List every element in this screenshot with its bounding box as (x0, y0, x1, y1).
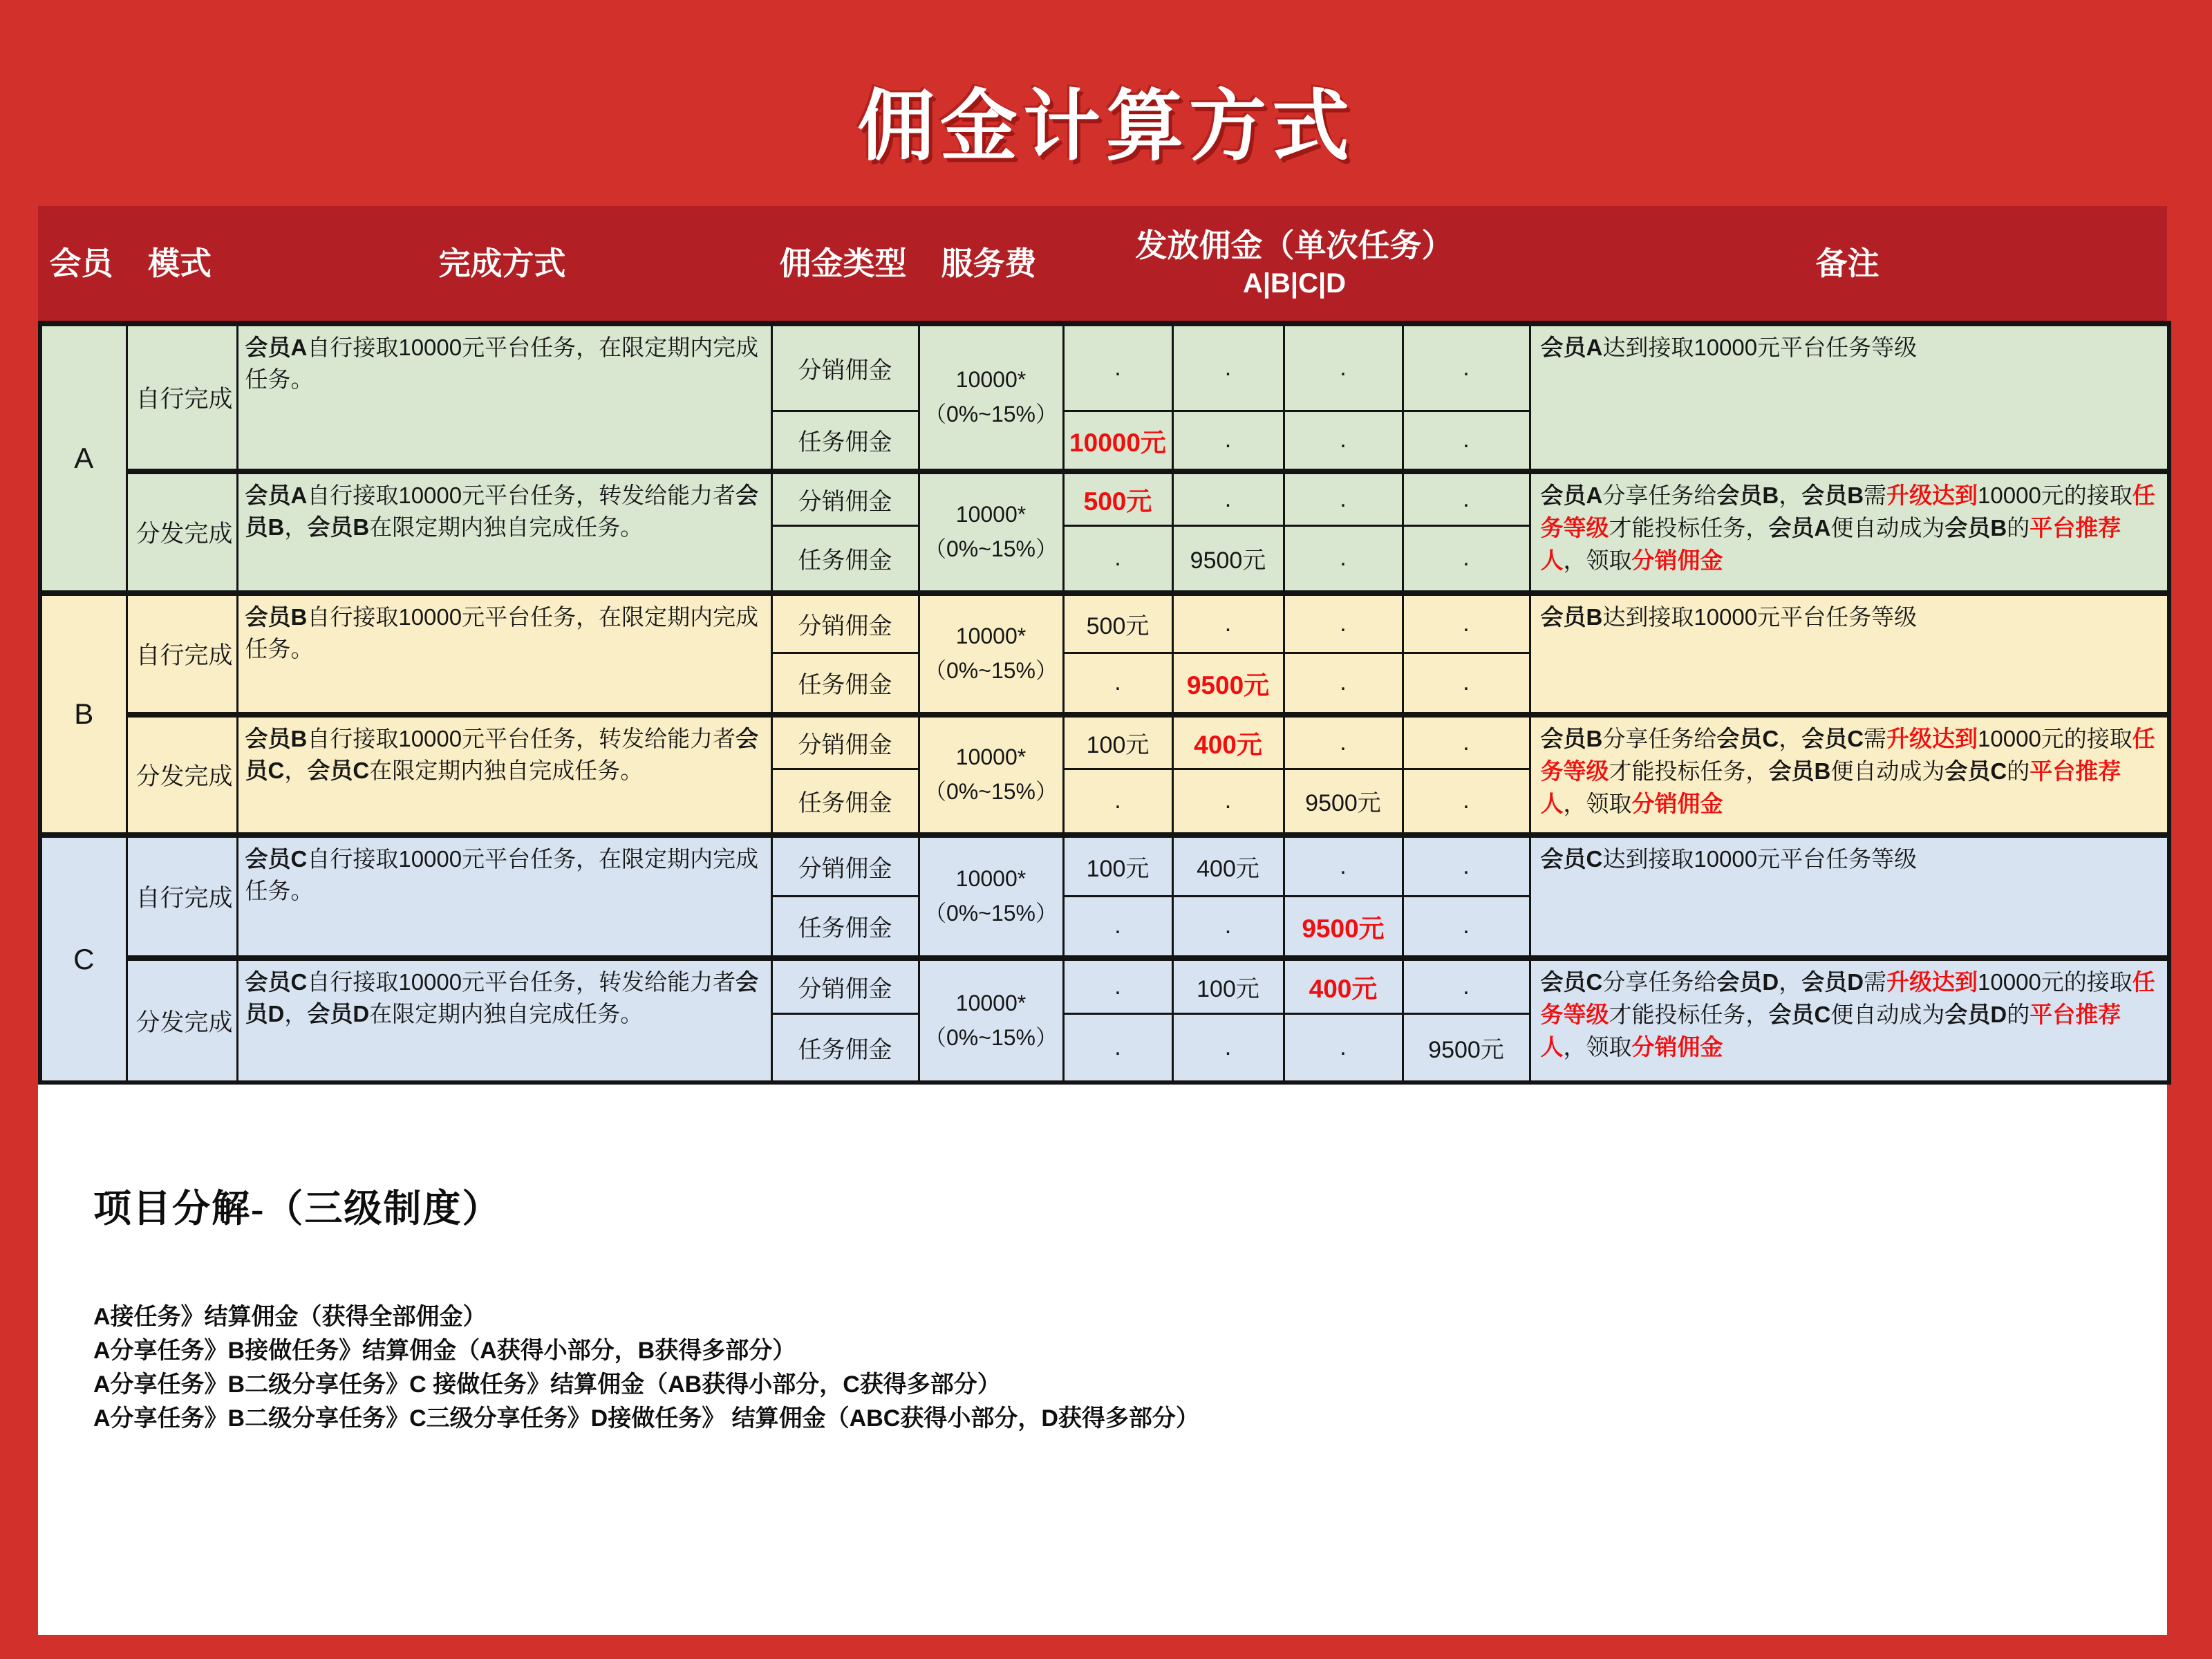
remark-cell: 会员B达到接取10000元平台任务等级 (1530, 593, 2169, 715)
payout-cell-c: . (1284, 653, 1403, 715)
footer-line-1: A接任务》结算佣金（获得全部佣金） (93, 1304, 487, 1330)
header-remark: 备注 (1815, 245, 1880, 281)
commission-type-cell: 分销佣金 (771, 324, 919, 411)
payout-cell-b: . (1172, 471, 1284, 525)
method-cell: 会员A自行接取10000元平台任务，转发给能力者会员B，会员B在限定期内独自完成任务。 (237, 471, 771, 593)
table-row (40, 958, 2169, 1013)
payout-cell-b: . (1172, 1013, 1284, 1082)
header-member: 会员 (49, 245, 113, 281)
payout-cell-d: . (1403, 958, 1530, 1013)
commission-type-cell: 任务佣金 (771, 525, 919, 593)
service-fee-cell (919, 593, 1063, 715)
payout-cell-d: . (1403, 525, 1530, 593)
mode-cell: 自行完成 (126, 835, 237, 958)
service-fee-line2: （0%~15%） (924, 658, 1058, 683)
payout-cell-c: . (1284, 715, 1403, 769)
table-row (40, 835, 2169, 896)
payout-cell-b: . (1172, 896, 1284, 958)
member-cell: C (40, 835, 126, 1082)
service-fee-line2: （0%~15%） (924, 536, 1058, 561)
payout-cell-d: . (1403, 593, 1530, 653)
method-cell: 会员B自行接取10000元平台任务，转发给能力者会员C，会员C在限定期内独自完成任务。 (237, 715, 771, 835)
commission-type-cell: 分销佣金 (771, 715, 919, 769)
commission-type-cell: 分销佣金 (771, 593, 919, 653)
table-row (40, 324, 2169, 411)
remark-cell: 会员B分享任务给会员C，会员C需升级达到10000元的接取任务等级才能投标任务，会员B便自动成为会员C的平台推荐人，领取分销佣金 (1530, 715, 2169, 835)
payout-cell-c: . (1284, 411, 1403, 471)
mode-cell: 自行完成 (126, 593, 237, 715)
payout-cell-d: . (1403, 715, 1530, 769)
payout-cell-c: 400元 (1284, 958, 1403, 1013)
payout-cell-b: 100元 (1172, 958, 1284, 1013)
service-fee-line2: （0%~15%） (924, 1024, 1058, 1050)
service-fee-line1: 10000* (955, 367, 1027, 393)
payout-cell-d: 9500元 (1403, 1013, 1530, 1082)
service-fee-cell (919, 324, 1063, 471)
header-mode: 模式 (148, 245, 212, 281)
header-payout-sub: A|B|C|D (1242, 268, 1347, 299)
page-title: 佣金计算方式 (857, 80, 1355, 171)
method-cell: 会员A自行接取10000元平台任务，在限定期内完成任务。 (237, 324, 771, 471)
table-row (40, 471, 2169, 525)
payout-cell-a: . (1063, 324, 1172, 411)
method-cell: 会员C自行接取10000元平台任务，转发给能力者会员D，会员D在限定期内独自完成任务。 (237, 958, 771, 1082)
mode-cell: 分发完成 (126, 471, 237, 593)
commission-type-cell: 任务佣金 (771, 1013, 919, 1082)
footer-line-3: A分享任务》B二级分享任务》C 接做任务》结算佣金（AB获得小部分，C获得多部分） (93, 1371, 1001, 1398)
remark-cell: 会员A分享任务给会员B，会员B需升级达到10000元的接取任务等级才能投标任务，会员A便自动成为会员B的平台推荐人，领取分销佣金 (1530, 471, 2169, 593)
service-fee-cell (919, 835, 1063, 958)
payout-cell-b: 400元 (1172, 715, 1284, 769)
commission-type-cell: 分销佣金 (771, 958, 919, 1013)
table-row (40, 593, 2169, 653)
commission-type-cell: 分销佣金 (771, 835, 919, 896)
content-area (38, 206, 2167, 1635)
table-header-band (38, 206, 2167, 321)
payout-cell-a: 500元 (1063, 471, 1172, 525)
payout-cell-d: . (1403, 896, 1530, 958)
payout-cell-b: 400元 (1172, 835, 1284, 896)
service-fee-cell (919, 471, 1063, 593)
service-fee-line1: 10000* (955, 866, 1027, 892)
member-cell: B (40, 593, 126, 835)
payout-cell-c: . (1284, 835, 1403, 896)
payout-cell-c: . (1284, 324, 1403, 411)
mode-cell: 自行完成 (126, 324, 237, 471)
commission-type-cell: 分销佣金 (771, 471, 919, 525)
payout-cell-a: . (1063, 958, 1172, 1013)
header-method: 完成方式 (438, 245, 566, 281)
payout-cell-a: . (1063, 769, 1172, 835)
payout-cell-d: . (1403, 653, 1530, 715)
commission-table (38, 321, 2171, 1085)
payout-cell-a: 100元 (1063, 835, 1172, 896)
footer-list (93, 1300, 2167, 1436)
payout-cell-a: 10000元 (1063, 411, 1172, 471)
method-cell: 会员B自行接取10000元平台任务，在限定期内完成任务。 (237, 593, 771, 715)
payout-cell-b: . (1172, 411, 1284, 471)
footer-heading: 项目分解-（三级制度） (93, 1188, 502, 1230)
commission-type-cell: 任务佣金 (771, 769, 919, 835)
payout-cell-a: . (1063, 896, 1172, 958)
payout-cell-a: 100元 (1063, 715, 1172, 769)
payout-cell-a: . (1063, 525, 1172, 593)
service-fee-line1: 10000* (955, 990, 1027, 1015)
payout-cell-d: . (1403, 769, 1530, 835)
payout-cell-c: 9500元 (1284, 769, 1403, 835)
service-fee-line1: 10000* (955, 624, 1027, 649)
service-fee-line1: 10000* (955, 744, 1027, 770)
service-fee-line2: （0%~15%） (924, 779, 1058, 804)
service-fee-line2: （0%~15%） (924, 901, 1058, 926)
payout-cell-a: . (1063, 1013, 1172, 1082)
payout-cell-b: 9500元 (1172, 525, 1284, 593)
header-payout (1061, 206, 1528, 321)
commission-type-cell: 任务佣金 (771, 411, 919, 471)
table-row (40, 715, 2169, 769)
remark-cell: 会员C达到接取10000元平台任务等级 (1530, 835, 2169, 958)
commission-type-cell: 任务佣金 (771, 653, 919, 715)
payout-cell-c: 9500元 (1284, 896, 1403, 958)
service-fee-line1: 10000* (955, 502, 1027, 527)
header-service-fee: 服务费 (941, 245, 1037, 281)
payout-cell-d: . (1403, 835, 1530, 896)
mode-cell: 分发完成 (126, 715, 237, 835)
payout-cell-b: . (1172, 593, 1284, 653)
service-fee-line2: （0%~15%） (924, 402, 1058, 427)
remark-cell: 会员C分享任务给会员D，会员D需升级达到10000元的接取任务等级才能投标任务，会员C便自动成为会员D的平台推荐人，领取分销佣金 (1530, 958, 2169, 1082)
payout-cell-b: 9500元 (1172, 653, 1284, 715)
footer-line-4: A分享任务》B二级分享任务》C三级分享任务》D接做任务》 结算佣金（ABC获得小部分，D获得多部分） (93, 1405, 1199, 1432)
member-cell: A (40, 324, 126, 593)
service-fee-cell (919, 958, 1063, 1082)
payout-cell-c: . (1284, 525, 1403, 593)
remark-cell: 会员A达到接取10000元平台任务等级 (1530, 324, 2169, 471)
payout-cell-c: . (1284, 593, 1403, 653)
payout-cell-b: . (1172, 769, 1284, 835)
payout-cell-d: . (1403, 411, 1530, 471)
footer-section (38, 1085, 2167, 1635)
header-payout-main: 发放佣金（单次任务） (1135, 227, 1454, 263)
payout-cell-b: . (1172, 324, 1284, 411)
payout-cell-c: . (1284, 471, 1403, 525)
payout-cell-c: . (1284, 1013, 1403, 1082)
footer-line-2: A分享任务》B接做任务》结算佣金（A获得小部分，B获得多部分） (93, 1338, 796, 1364)
header-commission-type: 佣金类型 (779, 245, 907, 281)
payout-cell-d: . (1403, 471, 1530, 525)
service-fee-cell (919, 715, 1063, 835)
commission-type-cell: 任务佣金 (771, 896, 919, 958)
payout-cell-a: . (1063, 653, 1172, 715)
method-cell: 会员C自行接取10000元平台任务，在限定期内完成任务。 (237, 835, 771, 958)
payout-cell-d: . (1403, 324, 1530, 411)
mode-cell: 分发完成 (126, 958, 237, 1082)
payout-cell-a: 500元 (1063, 593, 1172, 653)
